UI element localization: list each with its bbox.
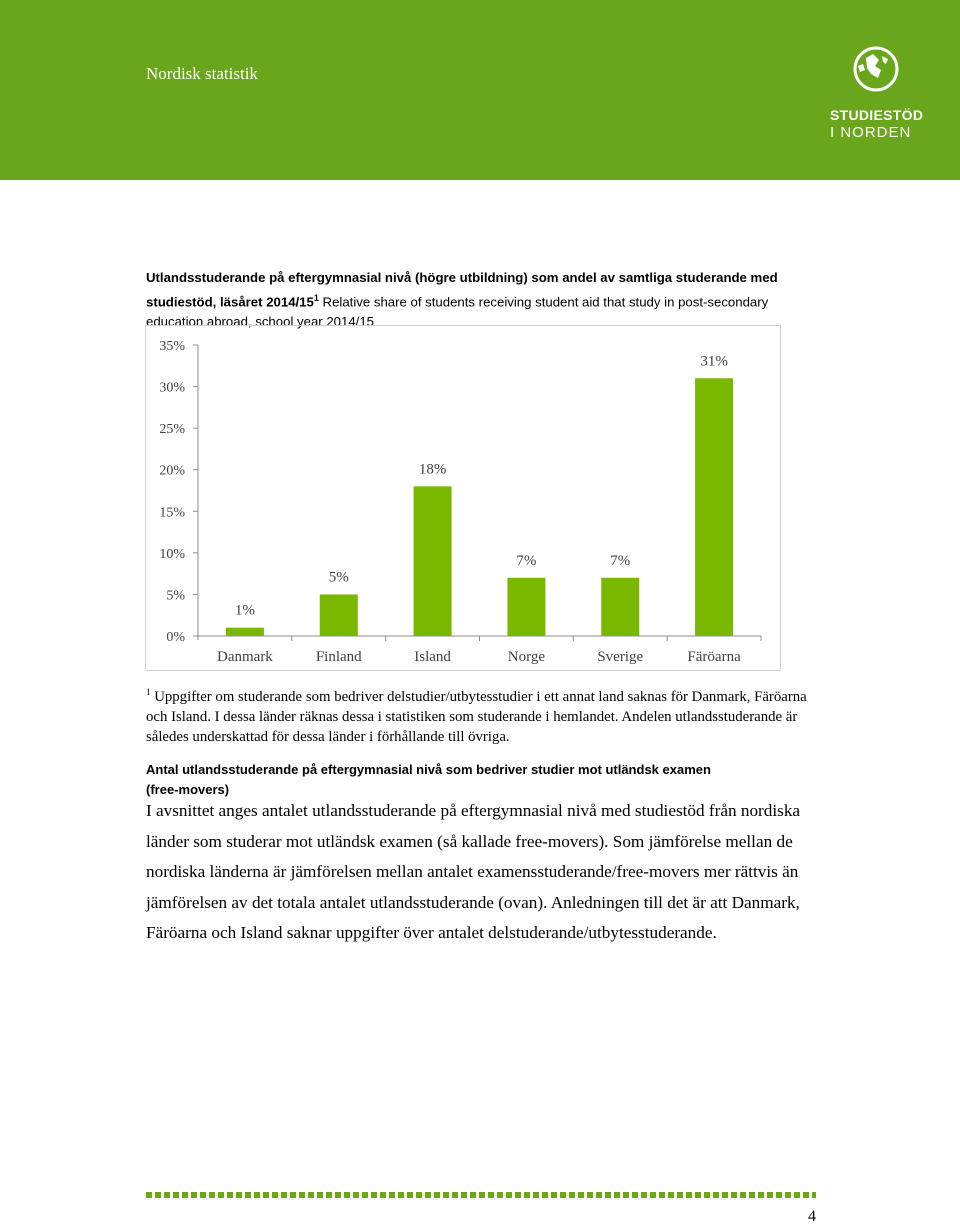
footnote [146,682,826,747]
y-tick-label: 10% [159,546,185,562]
data-label: 18% [418,461,447,478]
bar [507,578,545,636]
caption-sup: 1 [313,293,319,303]
y-tick-label: 35% [159,339,185,354]
x-category-label: Sverige [597,649,644,665]
page-header [0,0,960,180]
x-category-label: Färöarna [687,649,741,665]
x-category-label: Finland [315,649,362,665]
y-tick-label: 30% [159,380,185,396]
y-tick-label: 15% [159,505,185,521]
footnote-text: Uppgifter om studerande som bedriver delstudier/utbytesstudier i ett annat land saknas för Danmark, Färöarna och Island. I dessa länder räknas dessa i statistiken som studerande i hemlandet. Andelen utlandsstuderande är således underskattad för dessa länder i förhållande till övriga. [146,688,807,745]
data-label: 31% [700,353,728,370]
data-label: 7% [516,552,537,569]
x-category-label: Danmark [217,649,273,665]
data-label: 7% [610,552,631,569]
bar [601,578,639,636]
bar [320,594,358,636]
footnote-sup: 1 [146,687,151,697]
y-tick-label: 25% [159,422,185,438]
logo-text-line2: I NORDEN [830,124,912,141]
bar-chart [145,325,781,671]
header-title: Nordisk statistik [146,64,258,83]
body-paragraph: I avsnittet anges antalet utlandsstuderande på eftergymnasial nivå med studiestöd från nordiska länder som studerar mot utländsk examen (så kallade free-movers). Som jämförelse mellan de nordiska länderna är jämförelsen mellan antalet examensstuderande/free-movers mer rättvis än jämförelsen av det totala antalet utlandsstuderande (ovan). Anledningen till det är att Danmark, Färöarna och Island saknar uppgifter över antalet delstuderande/utbytesstuderande. [146,801,801,942]
section-title: Antal utlandsstuderande på eftergymnasial nivå som bedriver studier mot utländsk examen (free-movers) [146,762,711,797]
caption-normal: Relative share of students receiving student aid that study in post-secondary education abroad, school year 2014/15 [146,294,769,330]
bar [226,628,264,636]
bar [695,378,733,636]
x-category-label: Norge [507,649,546,665]
bar [414,486,452,636]
y-tick-label: 5% [166,588,185,604]
x-category-label: Island [414,649,451,665]
data-label: 5% [328,569,349,586]
y-tick-label: 0% [166,630,185,645]
logo-text-line1: STUDIESTÖD [830,107,924,123]
page-number: 4 [808,1208,816,1225]
caption-bold: Utlandsstuderande på eftergymnasial nivå (högre utbildning) som andel av samtliga studerande med studiestöd, läsåret 2014/15 [146,270,778,310]
y-tick-label: 20% [159,463,185,479]
footer-dotted-rule [146,1192,816,1198]
data-label: 1% [234,602,255,619]
chart-caption [146,268,826,332]
